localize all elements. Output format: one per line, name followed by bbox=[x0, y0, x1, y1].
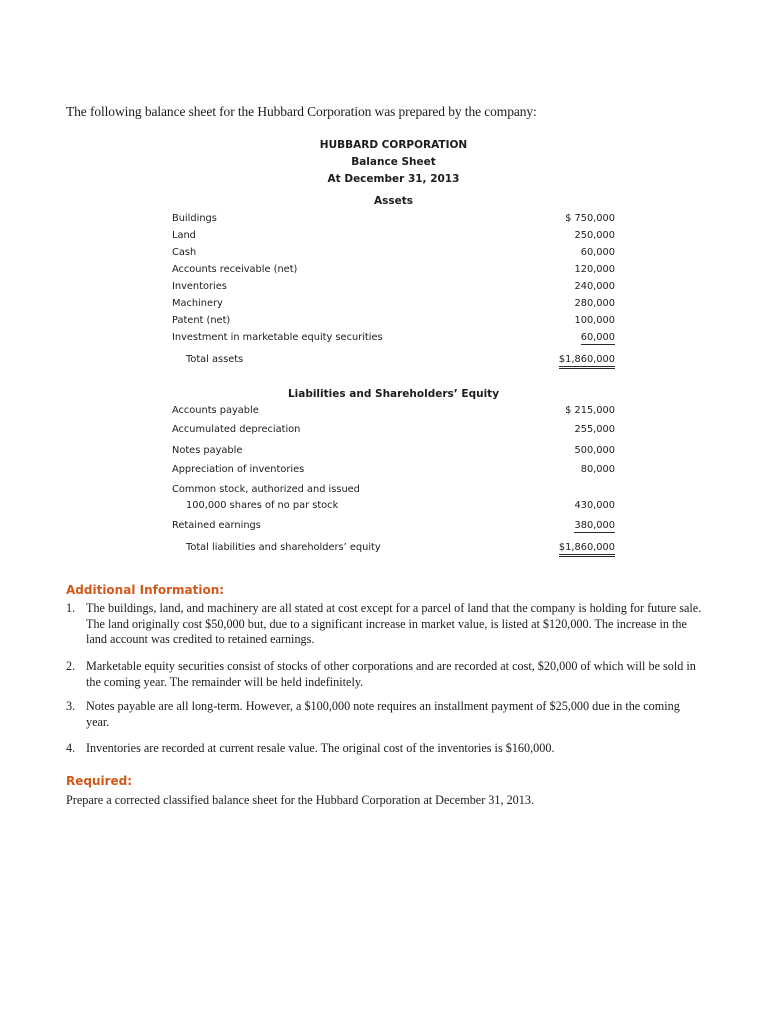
liability-label: Retained earnings bbox=[172, 520, 261, 531]
statement-date: At December 31, 2013 bbox=[327, 173, 460, 185]
liability-amount: $ 215,000 bbox=[565, 405, 615, 416]
total-liabilities-label: Total liabilities and shareholders’ equity bbox=[186, 542, 381, 553]
total-liabilities-amount: $1,860,000 bbox=[559, 542, 615, 557]
liability-label: Accounts payable bbox=[172, 405, 259, 416]
asset-label: Buildings bbox=[172, 213, 217, 224]
liability-label: Common stock, authorized and issued bbox=[172, 484, 360, 495]
asset-label: Land bbox=[172, 230, 196, 241]
asset-row bbox=[172, 247, 615, 261]
info-item-text: Inventories are recorded at current resale value. The original cost of the inventories is $160,000. bbox=[86, 741, 555, 755]
info-item-number: 1. bbox=[66, 601, 76, 615]
liabilities-heading: Liabilities and Shareholders’ Equity bbox=[287, 388, 500, 400]
info-item-number: 3. bbox=[66, 699, 76, 713]
asset-amount: 100,000 bbox=[574, 315, 615, 326]
asset-amount: 120,000 bbox=[574, 264, 615, 275]
total-assets-row bbox=[172, 354, 615, 368]
total-assets-amount: $1,860,000 bbox=[559, 354, 615, 369]
liability-label: Notes payable bbox=[172, 445, 243, 456]
asset-row bbox=[172, 281, 615, 295]
assets-heading: Assets bbox=[373, 195, 414, 207]
liability-amount: 255,000 bbox=[574, 424, 615, 435]
info-item-text: The buildings, land, and machinery are all stated at cost except for a parcel of land that the company is holding for future sale. The land originally cost $50,000 but, due to a significant increase in market value, is listed at $120,000. The increase in the land account was credited to retained earnings. bbox=[86, 601, 702, 646]
liability-amount: 430,000 bbox=[574, 500, 615, 511]
liability-row bbox=[172, 405, 615, 419]
asset-label: Machinery bbox=[172, 298, 223, 309]
info-item-text: Marketable equity securities consist of stocks of other corporations and are recorded at cost, $20,000 of which will be sold in the coming year. The remainder will be held indefinitely. bbox=[86, 659, 696, 689]
info-item-number: 4. bbox=[66, 741, 76, 755]
total-assets-label: Total assets bbox=[186, 354, 244, 365]
liability-row bbox=[172, 484, 615, 498]
liability-row bbox=[172, 520, 615, 534]
liability-row bbox=[172, 424, 615, 438]
asset-amount: 240,000 bbox=[574, 281, 615, 292]
info-item bbox=[66, 699, 706, 730]
info-item bbox=[66, 601, 706, 648]
asset-row bbox=[172, 298, 615, 312]
intro-text: The following balance sheet for the Hubbard Corporation was prepared by the company: bbox=[66, 104, 537, 119]
asset-row bbox=[172, 332, 615, 346]
company-name: HUBBARD CORPORATION bbox=[319, 139, 468, 151]
liability-label: 100,000 shares of no par stock bbox=[186, 500, 339, 511]
required-title: Required: bbox=[66, 774, 133, 788]
info-item-text: Notes payable are all long-term. However, a $100,000 note requires an installment payment of $25,000 due in the coming year. bbox=[86, 699, 680, 729]
additional-info-title: Additional Information: bbox=[66, 583, 225, 597]
liability-row bbox=[172, 445, 615, 459]
liability-amount: 80,000 bbox=[580, 464, 615, 475]
asset-row bbox=[172, 230, 615, 244]
statement-title: Balance Sheet bbox=[351, 156, 436, 168]
info-item bbox=[66, 741, 706, 757]
asset-row bbox=[172, 315, 615, 329]
asset-amount: $ 750,000 bbox=[565, 213, 615, 224]
liability-amount: 380,000 bbox=[574, 520, 615, 531]
info-item bbox=[66, 659, 706, 690]
liability-row bbox=[172, 464, 615, 478]
liability-label: Appreciation of inventories bbox=[172, 464, 305, 475]
asset-label: Inventories bbox=[172, 281, 227, 292]
info-item-number: 2. bbox=[66, 659, 76, 673]
liability-amount: 500,000 bbox=[574, 445, 615, 456]
required-text: Prepare a corrected classified balance sheet for the Hubbard Corporation at December 31, 2013. bbox=[66, 793, 535, 807]
asset-amount: 60,000 bbox=[580, 332, 615, 343]
liability-label: Accumulated depreciation bbox=[172, 424, 301, 435]
asset-amount: 60,000 bbox=[580, 247, 615, 258]
total-liabilities-row bbox=[172, 542, 615, 556]
asset-amount: 250,000 bbox=[574, 230, 615, 241]
asset-label: Accounts receivable (net) bbox=[172, 264, 298, 275]
asset-amount: 280,000 bbox=[574, 298, 615, 309]
asset-row bbox=[172, 264, 615, 278]
liability-row bbox=[172, 500, 615, 514]
asset-label: Investment in marketable equity securities bbox=[172, 332, 383, 343]
asset-label: Patent (net) bbox=[172, 315, 231, 326]
asset-label: Cash bbox=[172, 247, 197, 258]
asset-row bbox=[172, 213, 615, 227]
